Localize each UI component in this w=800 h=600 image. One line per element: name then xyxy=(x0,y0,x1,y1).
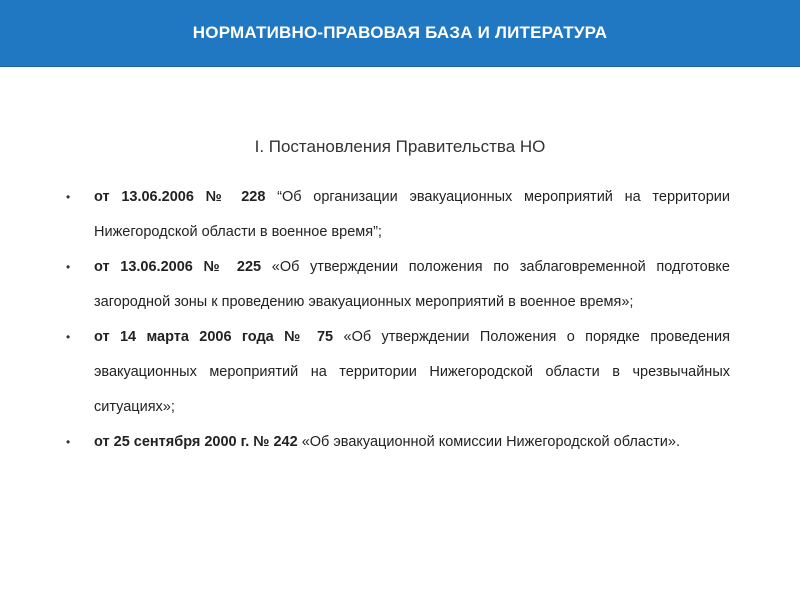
slide-header xyxy=(0,0,800,67)
item-lead: от 14 марта 2006 года № 75 xyxy=(94,329,334,345)
item-text: «Об утверждении положения по заблаговременной подготовке загородной зоны к проведению эвакуационных мероприятий в военное время»; xyxy=(94,259,730,310)
item-lead: от 25 сентября 2000 г. № 242 xyxy=(94,434,298,450)
bullet-icon: • xyxy=(66,330,71,344)
bullet-icon: • xyxy=(66,190,71,204)
item-text: “Об организации эвакуационных мероприятий на территории Нижегородской области в военное время”; xyxy=(94,189,730,240)
resolution-list xyxy=(66,180,730,460)
item-lead: от 13.06.2006 № 228 xyxy=(94,189,266,205)
slide-title: НОРМАТИВНО-ПРАВОВАЯ БАЗА И ЛИТЕРАТУРА xyxy=(192,23,608,42)
item-text: «Об утверждении Положения о порядке проведения эвакуационных мероприятий на территории Нижегородской области в чрезвычайных ситуациях»; xyxy=(94,329,730,415)
list-item xyxy=(66,180,730,250)
bullet-icon: • xyxy=(66,435,71,449)
item-text: «Об эвакуационной комиссии Нижегородской области». xyxy=(297,434,680,450)
list-item xyxy=(66,250,730,320)
section-title: I. Постановления Правительства НО xyxy=(254,137,546,156)
list-item xyxy=(66,425,730,460)
list-item xyxy=(66,320,730,425)
item-lead: от 13.06.2006 № 225 xyxy=(94,259,262,275)
bullet-icon: • xyxy=(66,260,71,274)
